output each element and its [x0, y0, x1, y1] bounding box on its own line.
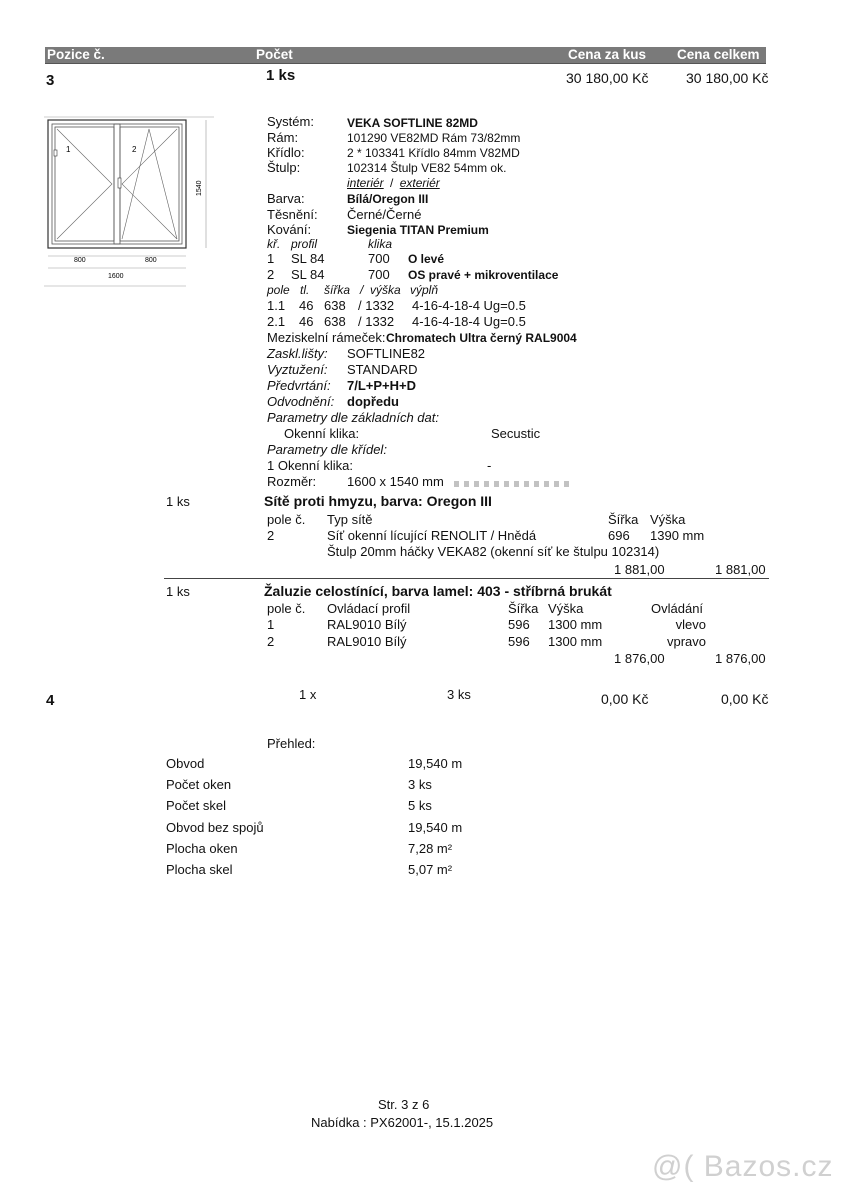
mullion-label: Štulp: [267, 160, 301, 175]
glass-col-field: pole [267, 283, 290, 297]
sash-col-profile: profil [291, 237, 318, 251]
header-total-price: Cena celkem [677, 47, 760, 62]
handle-icon [54, 150, 57, 156]
summary-label: Obvod [166, 756, 205, 771]
blinds-row-width: 596 [508, 634, 530, 649]
color-label: Barva: [267, 191, 305, 206]
summary-value: 5,07 m² [408, 862, 453, 877]
item3-total-price: 30 180,00 Kč [686, 70, 769, 86]
summary-label: Počet skel [166, 798, 226, 813]
frame-label: Rám: [267, 130, 299, 145]
screens-row-field: 2 [267, 528, 275, 543]
item3-position: 3 [46, 72, 55, 89]
blinds-row-width: 596 [508, 617, 530, 632]
screens-col-type: Typ sítě [327, 512, 373, 527]
size-value: 1600 x 1540 mm [347, 474, 444, 489]
summary-label: Obvod bez spojů [166, 820, 264, 835]
system-label: Systém: [267, 114, 314, 129]
summary-value: 7,28 m² [408, 841, 453, 856]
summary-label: Počet oken [166, 777, 232, 792]
item4-unit-price: 0,00 Kč [601, 691, 649, 707]
window-frame [48, 120, 186, 248]
glass-row-thick: 46 [299, 314, 314, 329]
sash-row-desc: O levé [408, 252, 445, 266]
handle-value: Secustic [491, 426, 541, 441]
sash-handle-value: - [487, 458, 492, 473]
sash-row-handle: 700 [368, 251, 390, 266]
glass-col-height: výška [370, 283, 401, 297]
width-total: 1600 [108, 273, 124, 280]
sash-row-profile: SL 84 [291, 251, 325, 266]
summary-value: 5 ks [408, 798, 432, 813]
header-unit-price: Cena za kus [568, 47, 647, 62]
blinds-row-field: 2 [267, 634, 275, 649]
window-drawing [44, 110, 214, 290]
color-value: Bílá/Oregon III [347, 192, 429, 206]
screens-row-type: Síť okenní lícující RENOLIT / Hnědá [327, 528, 537, 543]
screens-row-width: 696 [608, 528, 630, 543]
glass-row-fill: 4-16-4-18-4 Ug=0.5 [412, 314, 526, 329]
width-right: 800 [145, 257, 157, 264]
sash-handle-label: 1 Okenní klika: [267, 458, 353, 473]
cut-off-text [454, 481, 574, 487]
sash-col-handle: klika [368, 237, 393, 251]
handle-label: Okenní klika: [284, 426, 360, 441]
sash-row-profile: SL 84 [291, 267, 325, 282]
screens-col-field: pole č. [267, 512, 306, 527]
header-position: Pozice č. [47, 47, 105, 62]
glass-row-fill: 4-16-4-18-4 Ug=0.5 [412, 298, 526, 313]
blinds-row-control: vpravo [666, 634, 706, 649]
item4-total-price: 0,00 Kč [721, 691, 769, 707]
handle-icon [118, 178, 121, 188]
side-labels: interiér / exteriér [347, 176, 440, 190]
spacer-value: Chromatech Ultra černý RAL9004 [386, 331, 577, 345]
sash-number-2: 2 [132, 145, 137, 154]
drainage-label: Odvodnění: [267, 394, 335, 409]
item3-qty: 1 ks [266, 67, 296, 84]
params-sash: Parametry dle křídel: [267, 442, 387, 457]
table-header [45, 47, 766, 63]
glass-row-thick: 46 [299, 298, 314, 313]
blinds-row-control: vlevo [675, 617, 706, 632]
blinds-col-profile: Ovládací profil [327, 601, 411, 616]
hardware-label: Kování: [267, 222, 312, 237]
glass-row-field: 2.1 [267, 314, 286, 329]
offer-reference: Nabídka : PX62001-, 15.1.2025 [311, 1115, 494, 1130]
blinds-row-height: 1300 mm [548, 634, 603, 649]
glass-col-fill: výplň [410, 283, 439, 297]
sash-row-n: 1 [267, 251, 275, 266]
item3-unit-price: 30 180,00 Kč [566, 70, 649, 86]
blinds-row-profile: RAL9010 Bílý [327, 634, 407, 649]
summary-value: 19,540 m [408, 820, 463, 835]
reinforcement-label: Vyztužení: [267, 362, 328, 377]
predrill-value: 7/L+P+H+D [347, 378, 417, 393]
sash-col-kr: kř. [267, 237, 281, 251]
reinforcement-value: STANDARD [347, 362, 418, 377]
bead-label: Zaskl.lišty: [267, 346, 328, 361]
screens-unit-price: 1 881,00 [614, 562, 665, 577]
glass-row-field: 1.1 [267, 298, 286, 313]
blinds-col-control: Ovládání [651, 601, 704, 616]
summary-value: 19,540 m [408, 756, 463, 771]
sash-number-1: 1 [66, 145, 71, 154]
summary-label: Plocha skel [166, 862, 233, 877]
item4-mult: 1 x [299, 687, 317, 702]
system-value: VEKA SOFTLINE 82MD [347, 116, 478, 130]
blinds-col-width: Šířka [508, 601, 539, 616]
glass-col-thick: tl. [300, 283, 310, 297]
blinds-col-field: pole č. [267, 601, 306, 616]
predrill-label: Předvrtání: [267, 378, 331, 393]
blinds-row-field: 1 [267, 617, 275, 632]
glass-col-width: šířka [324, 283, 351, 297]
glass-row-width: 638 [324, 298, 346, 313]
screens-qty: 1 ks [166, 494, 190, 509]
size-label: Rozměr: [267, 474, 317, 489]
sash-row-handle: 700 [368, 267, 390, 282]
screens-total-price: 1 881,00 [715, 562, 766, 577]
exterior-label: exteriér [399, 176, 440, 190]
seal-label: Těsnění: [267, 207, 318, 222]
mullion-value: 102314 Štulp VE82 54mm ok. [347, 161, 507, 175]
screens-col-width: Šířka [608, 512, 639, 527]
page-number: Str. 3 z 6 [378, 1097, 430, 1112]
glass-row-height: / 1332 [358, 314, 395, 329]
blinds-title: Žaluzie celostínící, barva lamel: 403 - stříbrná brukát [264, 583, 612, 599]
glass-row-width: 638 [324, 314, 346, 329]
blinds-col-height: Výška [548, 601, 584, 616]
blinds-qty: 1 ks [166, 584, 190, 599]
screens-note: Štulp 20mm háčky VEKA82 (okenní síť ke štulpu 102314) [327, 544, 660, 559]
blinds-total-price: 1 876,00 [715, 651, 766, 666]
params-basic: Parametry dle základních dat: [267, 410, 439, 425]
width-left: 800 [74, 257, 86, 264]
screens-title: Sítě proti hmyzu, barva: Oregon III [264, 493, 492, 509]
item4-qty: 3 ks [447, 687, 471, 702]
item4-position: 4 [46, 692, 55, 709]
sash-label: Křídlo: [267, 145, 305, 160]
section-divider [164, 578, 769, 579]
seal-value: Černé/Černé [347, 207, 422, 222]
sash-row-n: 2 [267, 267, 275, 282]
blinds-unit-price: 1 876,00 [614, 651, 665, 666]
blinds-row-profile: RAL9010 Bílý [327, 617, 407, 632]
bead-value: SOFTLINE82 [347, 346, 426, 361]
spacer-label: Meziskelní rámeček: [267, 330, 386, 345]
hardware-value: Siegenia TITAN Premium [347, 223, 489, 237]
interior-label: interiér [347, 176, 384, 190]
height-dimension: 1540 [196, 180, 203, 196]
header-divider [45, 63, 766, 64]
screens-col-height: Výška [650, 512, 686, 527]
drainage-value: dopředu [347, 394, 399, 409]
watermark-logo: @( Bazos.cz [652, 1150, 834, 1183]
summary-value: 3 ks [408, 777, 432, 792]
screens-row-height: 1390 mm [650, 528, 705, 543]
sash-row-desc: OS pravé + mikroventilace [408, 268, 559, 282]
sash-value: 2 * 103341 Křídlo 84mm V82MD [347, 146, 520, 160]
summary-label: Plocha oken [166, 841, 238, 856]
blinds-row-height: 1300 mm [548, 617, 603, 632]
header-count: Počet [256, 47, 293, 62]
frame-value: 101290 VE82MD Rám 73/82mm [347, 131, 521, 145]
glass-row-height: / 1332 [358, 298, 395, 313]
summary-title: Přehled: [267, 736, 316, 751]
